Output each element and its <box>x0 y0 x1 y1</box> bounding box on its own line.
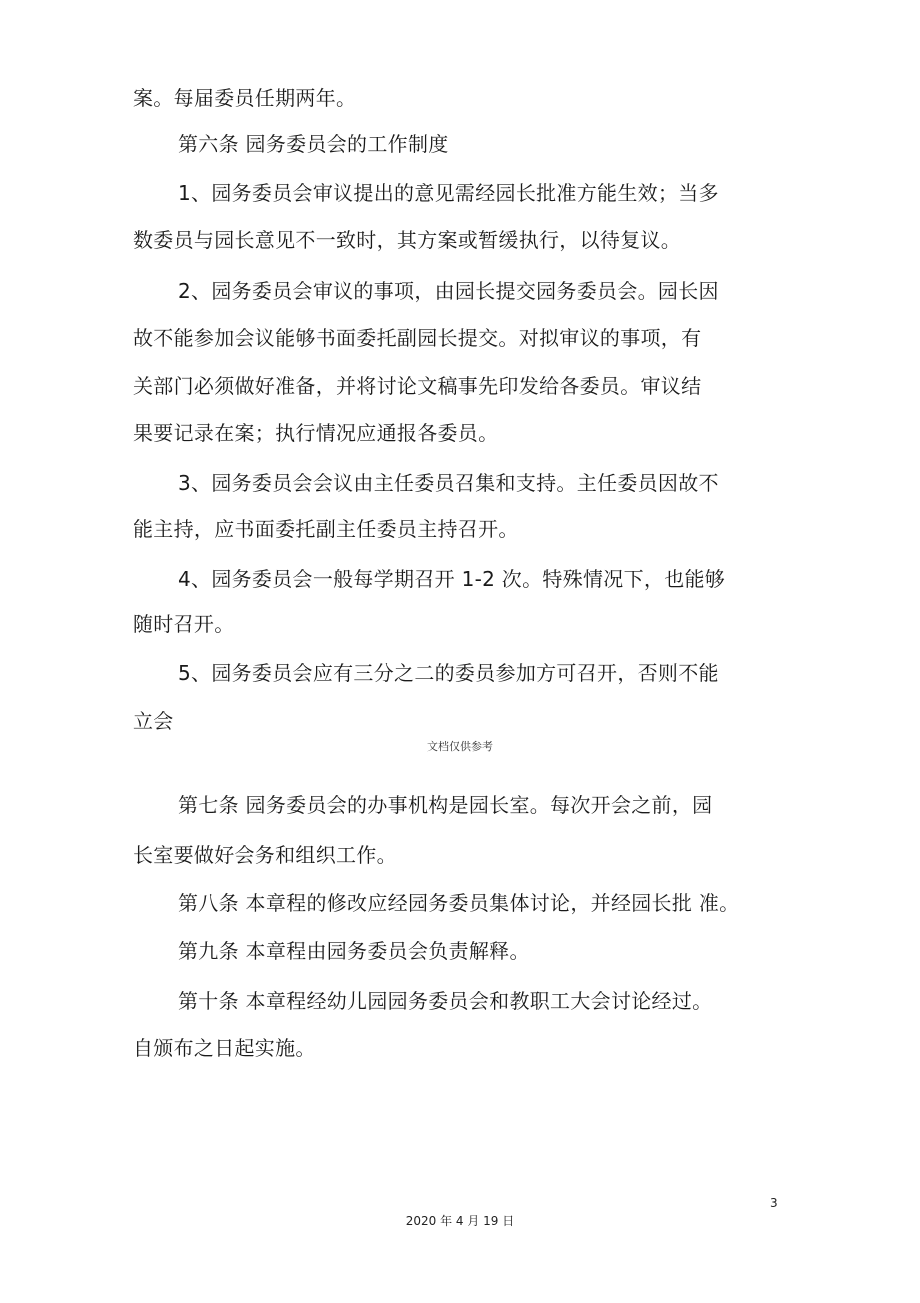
watermark-text: 文档仅供参考 <box>427 740 493 753</box>
text-line: 2、园务委员会审议的事项，由园长提交园务委员会。园长因 <box>178 279 719 303</box>
text-line: 立会 <box>133 709 174 733</box>
text-line: 随时召开。 <box>133 612 235 636</box>
section-heading: 第九条 本章程由园务委员会负责解释。 <box>178 939 530 963</box>
page-number: 3 <box>770 1196 778 1210</box>
text-line: 果要记录在案；执行情况应通报各委员。 <box>133 421 499 445</box>
text-line: 自颁布之日起实施。 <box>133 1036 316 1060</box>
section-heading: 第七条 园务委员会的办事机构是园长室。每次开会之前，园 <box>178 793 713 817</box>
section-heading: 第八条 本章程的修改应经园务委员集体讨论，并经园长批 准。 <box>178 891 740 915</box>
text-line: 案。每届委员任期两年。 <box>133 86 357 110</box>
text-line: 数委员与园长意见不一致时，其方案或暂缓执行，以待复议。 <box>133 228 682 252</box>
text-line: 3、园务委员会会议由主任委员召集和支持。主任委员因故不 <box>178 471 719 495</box>
footer-date: 2020 年 4 月 19 日 <box>405 1214 515 1228</box>
text-line: 长室要做好会务和组织工作。 <box>133 843 397 867</box>
text-line: 能主持，应书面委托副主任委员主持召开。 <box>133 517 519 541</box>
text-line: 1、园务委员会审议提出的意见需经园长批准方能生效；当多 <box>178 181 719 205</box>
section-heading: 第十条 本章程经幼儿园园务委员会和教职工大会讨论经过。 <box>178 989 713 1013</box>
text-line: 5、园务委员会应有三分之二的委员参加方可召开，否则不能 <box>178 661 719 685</box>
text-line: 故不能参加会议能够书面委托副园长提交。对拟审议的事项，有 <box>133 326 702 350</box>
section-heading: 第六条 园务委员会的工作制度 <box>178 132 449 156</box>
text-line: 关部门必须做好准备，并将讨论文稿事先印发给各委员。审议结 <box>133 374 702 398</box>
text-line: 4、园务委员会一般每学期召开 1-2 次。特殊情况下，也能够 <box>178 567 726 591</box>
